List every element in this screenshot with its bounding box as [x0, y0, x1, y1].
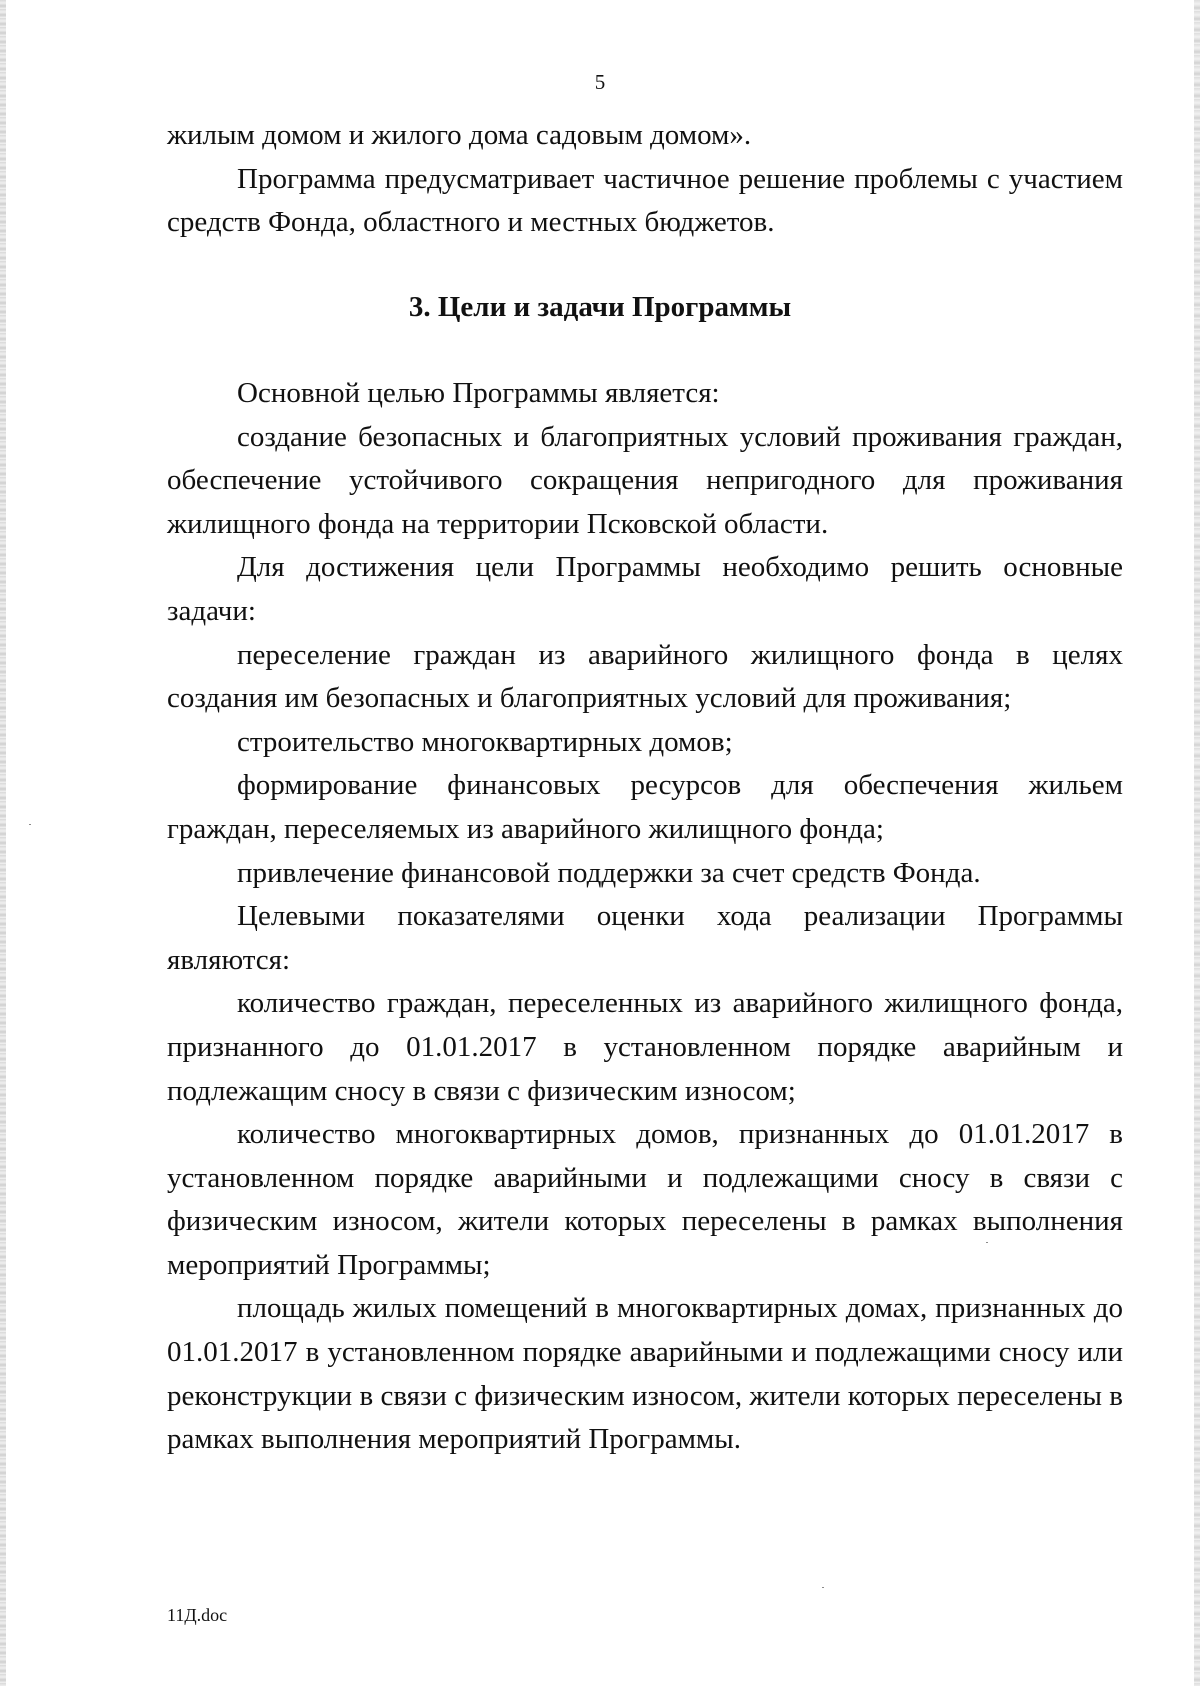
paragraph-main-goal: создание безопасных и благоприятных условий проживания граждан, обеспечение устойчивого сокращения непригодного для проживания жилищного фонда на территории Псковской области.	[167, 420, 1123, 540]
page-number: 5	[594, 70, 606, 94]
scan-speck	[29, 824, 31, 825]
footer-filename: 11Д.doc	[167, 1605, 228, 1625]
top-text-block	[167, 114, 1123, 245]
scan-edge-left	[0, 0, 6, 1686]
paragraph-task-construction: строительство многоквартирных домов;	[237, 725, 733, 758]
paragraph-main-goal-intro: Основной целью Программы является:	[237, 377, 720, 409]
paragraph-task-finance: формирование финансовых ресурсов для обеспечения жильем граждан, переселяемых из аварийного жилищного фонда;	[167, 769, 1123, 845]
paragraph-continuation: жилым домом и жилого дома садовым домом».	[167, 119, 752, 151]
scan-edge-right	[1194, 0, 1200, 1686]
paragraph-indicator-houses: количество многоквартирных домов, признанных до 01.01.2017 в установленном порядке аварийными и подлежащими сносу в связи с физическим износом, жители которых переселены в рамках выполнения мероприятий Программы;	[167, 1118, 1123, 1281]
paragraph-indicator-citizens: количество граждан, переселенных из аварийного жилищного фонда, признанного до 01.01.2017 в установленном порядке аварийным и подлежащим сносу в связи с физическим износом;	[167, 987, 1123, 1107]
paragraph-indicator-area: площадь жилых помещений в многоквартирных домах, признанных до 01.01.2017 в установленном порядке аварийными и подлежащими сносу или реконструкции в связи с физическим износом, жители которых переселены в рамках выполнения мероприятий Программы.	[167, 1292, 1123, 1456]
paragraph-task-resettlement: переселение граждан из аварийного жилищного фонда в целях создания им безопасных и благоприятных условий для проживания;	[167, 638, 1123, 715]
paragraph-task-fund-support: привлечение финансовой поддержки за счет средств Фонда.	[237, 856, 981, 889]
paragraph-indicators-intro: Целевыми показателями оценки хода реализации Программы являются:	[167, 900, 1123, 976]
paragraph-program-solution: Программа предусматривает частичное решение проблемы с участием средств Фонда, областного и местных бюджетов.	[167, 162, 1123, 239]
scan-speck	[986, 1242, 988, 1243]
main-text-block	[167, 372, 1123, 1462]
section-heading: 3. Цели и задачи Программы	[408, 291, 792, 323]
paragraph-tasks-intro: Для достижения цели Программы необходимо решить основные задачи:	[167, 551, 1123, 627]
scan-speck	[822, 1587, 824, 1588]
